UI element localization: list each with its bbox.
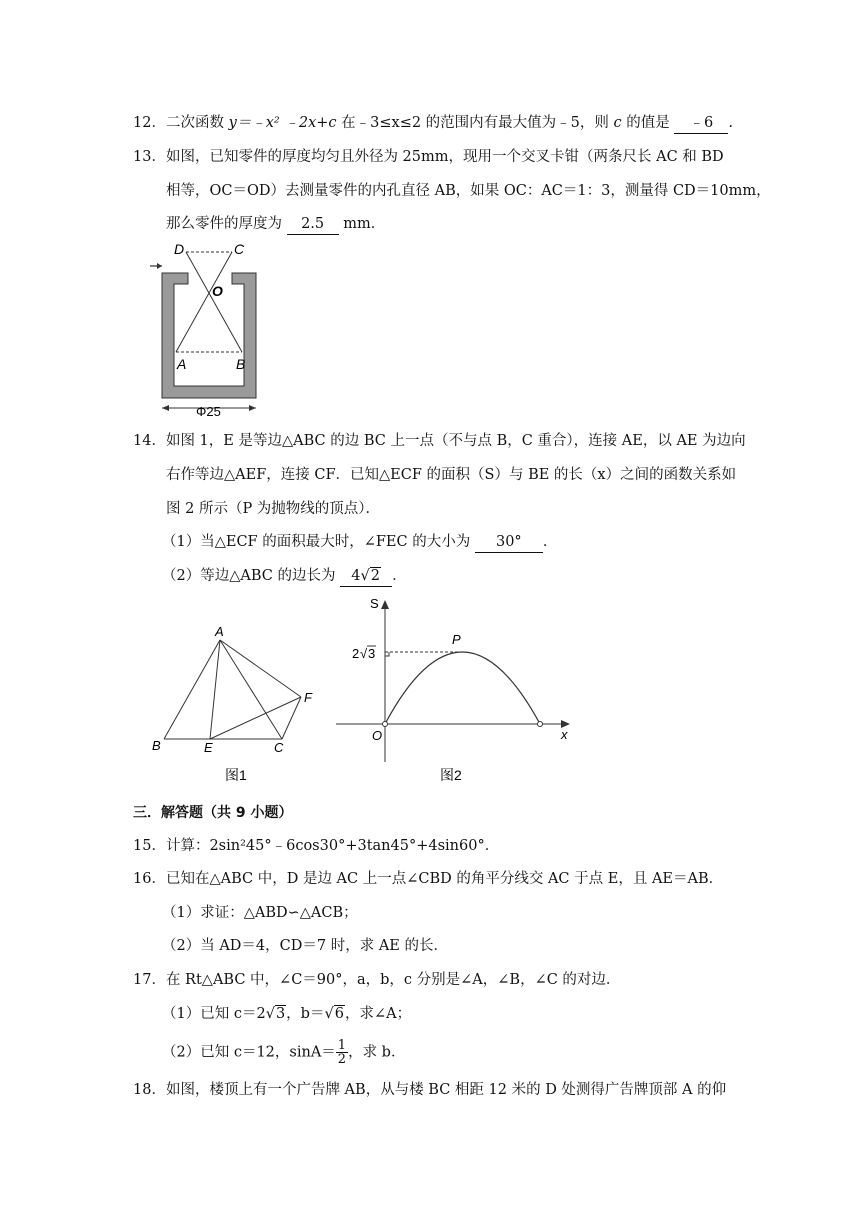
fig2-ylabel-coef: 2: [352, 646, 360, 661]
q14-text-line1: 如图 1，E 是等边△ABC 的边 BC 上一点（不与点 B，C 重合），连接 AE，以 AE 为边向: [165, 433, 746, 449]
q17-part2-b: ，求 b．: [348, 1044, 406, 1061]
q13-text-line2: 相等，OC＝OD）去测量零件的内孔直径 AB，如果 OC：AC＝1：3，测量得 CD＝10mm，: [166, 183, 771, 199]
q17-part1-a: （1）已知 c＝2: [162, 1006, 266, 1022]
q14-figure1-triangle: [146, 622, 326, 788]
q18-number: 18．: [133, 1082, 166, 1098]
q18-text-line1: 如图，楼顶上有一个广告牌 AB，从与楼 BC 相距 12 米的 D 处测得广告牌顶部 A 的仰: [165, 1082, 727, 1098]
q14-text-line3: 图 2 所示（P 为抛物线的顶点）．: [166, 501, 381, 517]
q12-text-b: 在﹣3≤x≤2 的范围内有最大值为﹣5，则: [341, 115, 609, 131]
q12-end: .: [728, 115, 733, 131]
q13-number: 13．: [133, 149, 166, 165]
q14-part1-end: ．: [542, 534, 558, 550]
q17-line1: [133, 970, 620, 990]
fraction-denominator: 2: [337, 1052, 347, 1067]
caliper-arm-bd: [186, 252, 242, 352]
parabola-curve: [385, 652, 540, 724]
q18-line1: [133, 1080, 726, 1100]
q16-part1: （1）求证：△ABD∽△ACB；: [162, 905, 358, 921]
q14-text-line2: 右作等边△AEF，连接 CF．已知△ECF 的面积（S）与 BE 的长（x）之间的函数关系如: [166, 467, 737, 483]
q13-answer-blank: 2.5: [287, 214, 339, 235]
q12-number: 12．: [133, 115, 166, 131]
q16-line1: [133, 869, 723, 889]
fig2-label-x: x: [561, 727, 568, 742]
q12-text-c: 的值是: [626, 115, 670, 131]
q14-part2-end: ．: [392, 568, 407, 584]
label-b: B: [236, 356, 246, 372]
q14-line1: [133, 431, 746, 451]
fraction-numerator: 1: [337, 1038, 347, 1053]
fig1-label-e: E: [204, 740, 213, 755]
q17-part1: （1）已知 c＝2√3，b＝√6，求∠A；: [162, 1006, 412, 1022]
fig1-caption: 图1: [225, 767, 247, 783]
q14-answer-radicand: 2: [370, 568, 380, 584]
q15-line: [133, 836, 499, 856]
end-point: [538, 722, 543, 727]
fig2-label-s: S: [370, 596, 379, 611]
origin-point: [383, 722, 388, 727]
label-o: O: [212, 283, 223, 299]
q17-number: 17．: [133, 972, 166, 988]
q13-text-line3b: mm．: [343, 216, 386, 232]
q12-answer-blank: ﹣6: [674, 113, 728, 134]
q17-part1-rad1: 3: [275, 1006, 286, 1022]
fig1-label-a: A: [215, 624, 224, 639]
q17-part1-rad2: 6: [334, 1006, 344, 1022]
q15-text: 计算：2sin²45°﹣6cos30°+3tan45°+4sin60°．: [165, 838, 500, 854]
q12-var-c: c: [613, 115, 622, 131]
svg-text:√: √: [360, 646, 368, 661]
label-c: C: [234, 241, 245, 257]
q14-part1-text: （1）当△ECF 的面积最大时，∠FEC 的大小为: [162, 534, 471, 550]
q12-line: [133, 113, 733, 134]
q15-number: 15．: [133, 838, 166, 854]
q14-number: 14．: [133, 433, 166, 449]
q12-function: y＝﹣x² ﹣2x+c: [228, 115, 337, 131]
q14-part2-answer-blank: 4√2: [340, 566, 392, 587]
fig1-label-b: B: [152, 738, 161, 753]
q14-part2-text: （2）等边△ABC 的边长为: [162, 568, 336, 584]
q13-caliper-figure: [146, 238, 268, 418]
fig2-label-o: O: [372, 728, 383, 743]
label-a: A: [177, 356, 187, 372]
fig2-caption: 图2: [440, 767, 462, 783]
q17-part2-fraction: [336, 1039, 348, 1066]
q17-part1-c: ，求∠A；: [344, 1006, 412, 1022]
q17-part1-b: ，b＝: [286, 1006, 325, 1022]
q13-text-line3a: 那么零件的厚度为: [166, 216, 282, 232]
q14-part1: [162, 532, 557, 553]
q12-text-a: 二次函数: [165, 115, 224, 131]
section3-title: 三．解答题（共 9 小题）: [133, 805, 293, 821]
part-cross-section: [162, 273, 256, 398]
q14-part1-answer-blank: 30°: [475, 532, 543, 553]
q14-figure2-graph: [330, 590, 578, 790]
q17-part2-a: （2）已知 c＝12，sinA＝: [162, 1044, 336, 1061]
fig1-label-c: C: [274, 740, 284, 755]
thickness-arrow: [157, 263, 162, 269]
q13-line1: [133, 147, 724, 167]
q16-text-line1: 已知在△ABC 中，D 是边 AC 上一点∠CBD 的角平分线交 AC 于点 E，且 AE＝AB．: [165, 871, 724, 887]
q16-part2: （2）当 AD＝4，CD＝7 时，求 AE 的长．: [162, 938, 448, 954]
q13-line3: [166, 214, 385, 235]
fig2-ylabel-rad: 3: [368, 646, 376, 661]
q16-number: 16．: [133, 871, 166, 887]
label-d: D: [174, 241, 185, 257]
label-diameter: Φ25: [196, 404, 221, 418]
fig2-label-p: P: [452, 632, 461, 647]
q14-part2: [162, 566, 407, 587]
caliper-arm-ac: [176, 252, 232, 352]
q17-text-line1: 在 Rt△ABC 中，∠C＝90°，a，b，c 分别是∠A，∠B，∠C 的对边．: [165, 972, 621, 988]
q13-text-line1: 如图，已知零件的厚度均匀且外径为 25mm，现用一个交叉卡钳（两条尺长 AC 和 BD: [165, 149, 724, 165]
fig1-label-f: F: [304, 690, 312, 705]
q17-part2: [162, 1039, 405, 1066]
q14-answer-coef: 4: [351, 568, 361, 584]
